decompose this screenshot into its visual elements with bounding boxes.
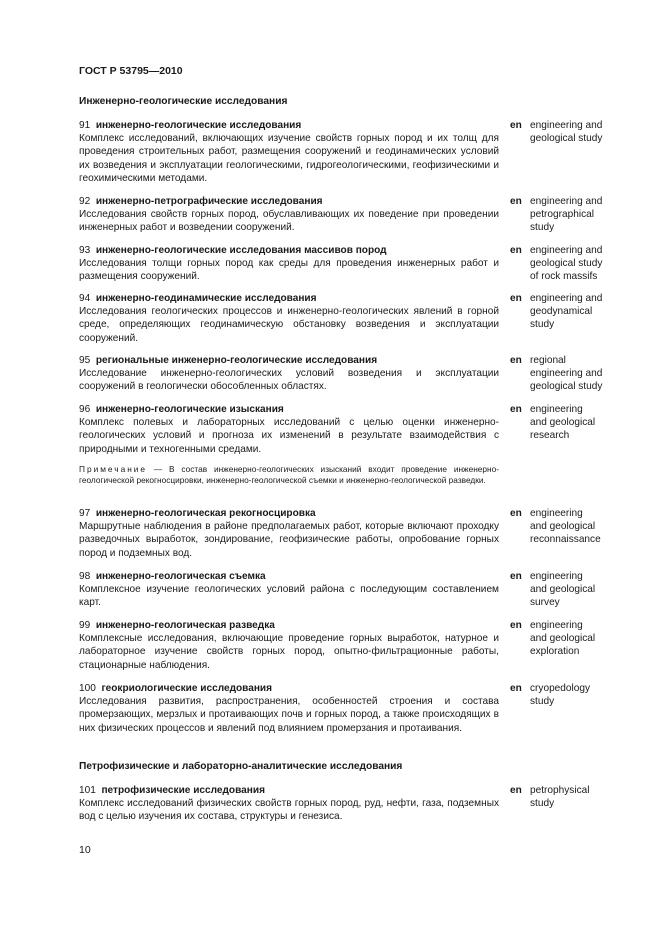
english-equivalent: cryopedology study [530, 683, 591, 708]
language-code: en [510, 245, 522, 256]
term-entry [79, 619, 499, 672]
english-equivalent: engineering and geological reconnaissance [530, 508, 601, 546]
note-label: Примечание [79, 464, 148, 474]
document-id: ГОСТ Р 53795—2010 [79, 65, 183, 77]
term-title: инженерно-геологическая рекогносцировка [95, 508, 316, 519]
term-entry [79, 403, 499, 456]
term-entry [79, 682, 499, 735]
section-title: Инженерно-геологические исследования [79, 96, 288, 107]
english-equivalent: engineering and geological exploration [530, 620, 596, 658]
english-equivalent: engineering and geological research [530, 404, 596, 442]
term-title: инженерно-геологические изыскания [95, 404, 284, 415]
language-code: en [510, 404, 522, 415]
term-number: 92 [79, 196, 91, 207]
term-title: инженерно-геологические исследования [95, 120, 302, 131]
term-definition: Комплекс полевых и лабораторных исследований с целью оценки инженерно-геологических условий и прогноза их изменений в результате взаимодействия с природными и техногенными средами. [79, 417, 499, 455]
term-entry [79, 244, 499, 284]
language-code: en [510, 683, 522, 694]
language-code: en [510, 120, 522, 131]
english-equivalent: petrophysical study [530, 785, 590, 810]
term-definition: Исследования толщи горных пород как среды для проведения инженерных работ и размещения сооружений. [79, 258, 499, 283]
term-entry [79, 119, 499, 185]
section-title: Петрофизические и лабораторно-аналитические исследования [79, 761, 403, 772]
term-number: 93 [79, 245, 91, 256]
term-definition: Комплексное изучение геологических условий района с последующим составлением карт. [79, 584, 499, 609]
term-title: инженерно-геологические исследования массивов пород [95, 245, 387, 256]
term-entry [79, 784, 499, 824]
english-equivalent: engineering and geological study of rock massifs [530, 245, 603, 283]
language-code: en [510, 620, 522, 631]
english-equivalent: regional engineering and geological study [530, 355, 603, 393]
term-title: инженерно-геодинамические исследования [95, 293, 317, 304]
term-number: 96 [79, 404, 91, 415]
term-definition: Маршрутные наблюдения в районе предполагаемых работ, которые включают проходку разведочных выработок, зондирование, геофизические работы, опробование горных пород и подземных вод. [79, 521, 499, 559]
term-number: 100 [79, 683, 96, 694]
term-number: 97 [79, 508, 91, 519]
english-equivalent: engineering and geological survey [530, 571, 596, 609]
term-definition: Комплекс исследований физических свойств горных пород, руд, нефти, газа, подземных вод с целью изучения их состава, структуры и генезиса. [79, 798, 499, 823]
term-entry [79, 507, 499, 560]
language-code: en [510, 355, 522, 366]
term-entry [79, 354, 499, 394]
term-title: инженерно-петрографические исследования [95, 196, 323, 207]
term-number: 94 [79, 293, 91, 304]
term-title: геокриологические исследования [101, 683, 273, 694]
language-code: en [510, 508, 522, 519]
term-entry [79, 195, 499, 235]
english-equivalent: engineering and geological study [530, 120, 603, 145]
english-equivalent: engineering and petrographical study [530, 196, 603, 234]
term-entry [79, 292, 499, 345]
term-title: инженерно-геологическая разведка [95, 620, 275, 631]
language-code: en [510, 785, 522, 796]
language-code: en [510, 571, 522, 582]
term-definition: Исследования свойств горных пород, обуславливающих их поведение при проведении инженерных работ и возведении сооружений. [79, 209, 499, 234]
english-equivalent: engineering and geodynamical study [530, 293, 603, 331]
term-definition: Исследования геологических процессов и инженерно-геологических явлений в горной среде, определяющих геодинамическую обстановку возведения и эксплуатации сооружений. [79, 306, 499, 344]
term-title: петрофизические исследования [101, 785, 265, 796]
term-number: 95 [79, 355, 91, 366]
term-title: инженерно-геологическая съемка [95, 571, 266, 582]
term-definition: Исследования развития, распространения, особенностей строения и состава промерзающих, мерзлых и протаивающих почв и горных пород, а также происходящих в них физических процессов и явлений под влиянием промерзания и протаивания. [79, 696, 499, 734]
term-entry [79, 570, 499, 610]
language-code: en [510, 196, 522, 207]
term-number: 99 [79, 620, 91, 631]
note [79, 464, 499, 486]
language-code: en [510, 293, 522, 304]
term-number: 98 [79, 571, 91, 582]
note-text: — В состав инженерно-геологических изысканий входит проведение инженерно-геологической рекогносцировки, инженерно-геологической съемки и инженерно-геологической разведки. [79, 464, 499, 486]
term-title: региональные инженерно-геологические исследования [95, 355, 378, 366]
term-definition: Комплекс исследований, включающих изучение свойств горных пород и их толщ для проведения строительных работ, размещения сооружений и геодинамических условий их возведения и эксплуатации геологическими, гидрогеологическими, геофизическими и геохимическими методами. [79, 133, 499, 184]
term-number: 101 [79, 785, 96, 796]
term-number: 91 [79, 120, 91, 131]
term-definition: Комплексные исследования, включающие проведение горных выработок, натурное и лабораторное изучение свойств горных пород, опытно-фильтрационные работы, стационарные наблюдения. [79, 633, 499, 671]
page-number: 10 [79, 844, 91, 856]
term-definition: Исследование инженерно-геологических условий возведения и эксплуатации сооружений в геологически обособленных областях. [79, 368, 499, 393]
